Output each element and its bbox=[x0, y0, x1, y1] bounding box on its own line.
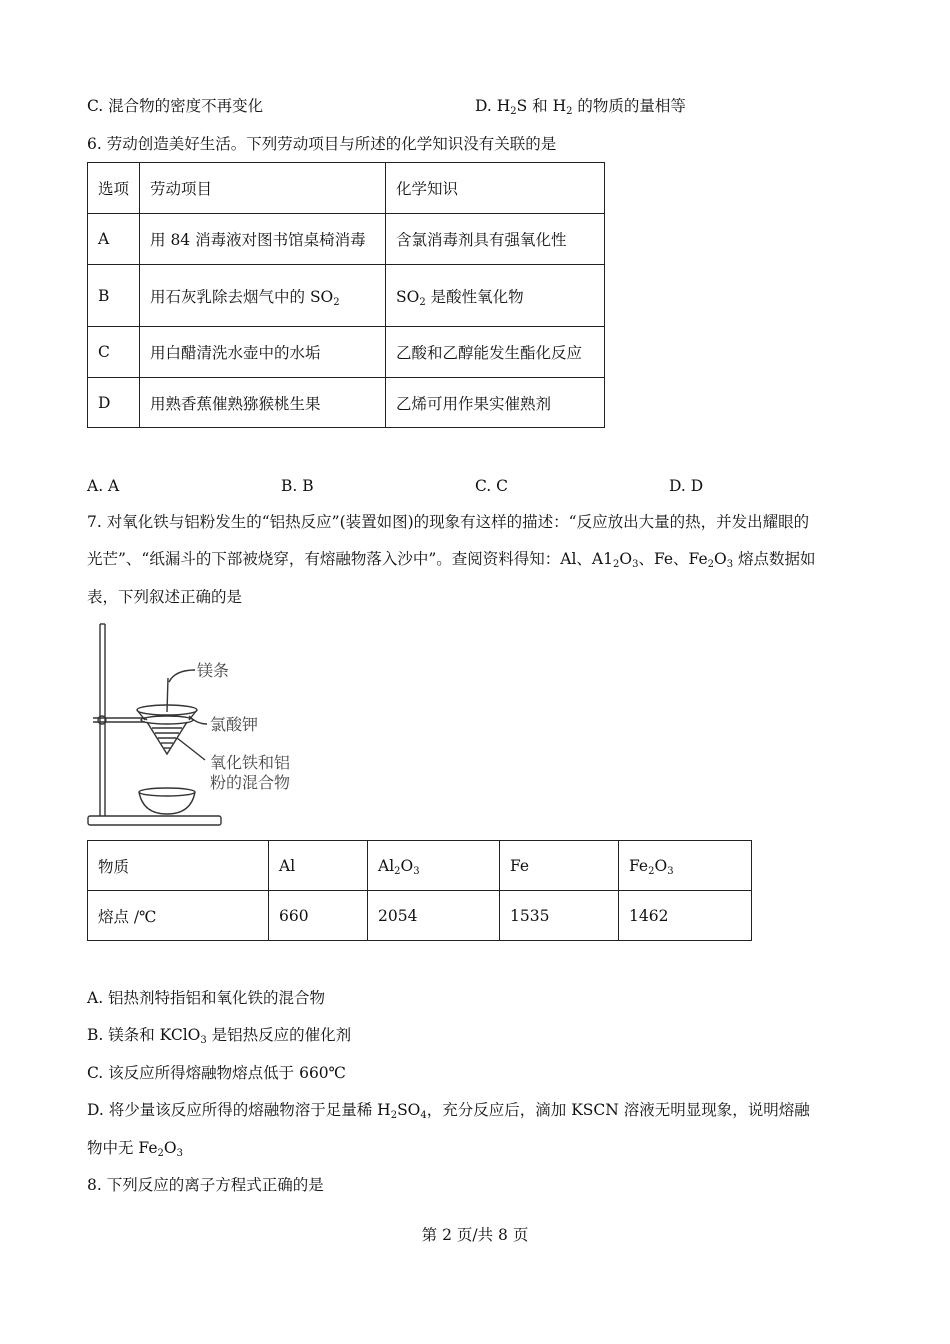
leader-mg bbox=[169, 670, 195, 682]
q6-option-b: B. B bbox=[281, 477, 314, 495]
q7-option-d-line1: D. 将少量该反应所得的熔融物溶于足量稀 $H_2SO_4$，充分反应后，滴加 KSCN 溶液无明显现象，说明熔融 bbox=[87, 1101, 810, 1121]
q6-table bbox=[87, 162, 605, 428]
table-cell: 用熟香蕉催熟猕猴桃生果 bbox=[140, 378, 386, 428]
table-cell: C bbox=[88, 327, 140, 378]
q5-option-c: C. 混合物的密度不再变化 bbox=[87, 97, 264, 115]
q7-option-c: C. 该反应所得熔融物熔点低于 660℃ bbox=[87, 1064, 347, 1082]
table-cell: 2054 bbox=[368, 891, 500, 941]
table-cell: B bbox=[88, 265, 140, 327]
table-header-cell: 选项 bbox=[88, 163, 140, 214]
table-cell: $Fe_2O_3$ bbox=[619, 841, 752, 891]
table-row bbox=[88, 378, 605, 428]
q7-option-b: B. 镁条和 KClO$_3$ 是铝热反应的催化剂 bbox=[87, 1026, 352, 1046]
table-cell: Fe bbox=[500, 841, 619, 891]
label-kclo3: 氯酸钾 bbox=[210, 715, 259, 734]
q7-stem-line1: 7. 对氧化铁与铝粉发生的“铝热反应”(装置如图)的现象有这样的描述：“反应放出大量的热，并发出耀眼的 bbox=[87, 513, 810, 531]
table-cell: 乙烯可用作果实催熟剂 bbox=[386, 378, 605, 428]
label-mixture-1: 氧化铁和铝 bbox=[210, 753, 291, 772]
table-cell: $Al_2O_3$ bbox=[368, 841, 500, 891]
table-header-cell: 化学知识 bbox=[386, 163, 605, 214]
q6-option-a: A. A bbox=[87, 477, 120, 495]
table-cell: 物质 bbox=[88, 841, 269, 891]
table-cell: 1462 bbox=[619, 891, 752, 941]
stand-base bbox=[88, 816, 221, 825]
table-row bbox=[88, 163, 605, 214]
table-cell: D bbox=[88, 378, 140, 428]
q5-option-d: D. $H_2S$ 和 $H_2$ 的物质的量相等 bbox=[475, 97, 686, 117]
label-mixture-2: 粉的混合物 bbox=[210, 773, 291, 792]
table-cell: A bbox=[88, 214, 140, 265]
q8-stem: 8. 下列反应的离子方程式正确的是 bbox=[87, 1176, 324, 1194]
q6-option-c: C. C bbox=[475, 477, 509, 495]
table-cell: 含氯消毒剂具有强氧化性 bbox=[386, 214, 605, 265]
evaporating-dish-rim bbox=[139, 788, 195, 796]
table-cell: 乙酸和乙醇能发生酯化反应 bbox=[386, 327, 605, 378]
table-row bbox=[88, 327, 605, 378]
thermite-apparatus-figure bbox=[85, 620, 315, 832]
table-header-cell: 劳动项目 bbox=[140, 163, 386, 214]
table-cell: 熔点 /℃ bbox=[88, 891, 269, 941]
q6-stem: 6. 劳动创造美好生活。下列劳动项目与所述的化学知识没有关联的是 bbox=[87, 135, 557, 153]
table-row bbox=[88, 214, 605, 265]
q7-table bbox=[87, 840, 752, 941]
table-cell: 用石灰乳除去烟气中的 $SO_2$ bbox=[140, 265, 386, 327]
iron-ring bbox=[141, 716, 193, 724]
page-footer: 第 2 页/共 8 页 bbox=[421, 1226, 529, 1244]
q6-option-d: D. D bbox=[669, 477, 704, 495]
table-cell: Al bbox=[269, 841, 368, 891]
table-row bbox=[88, 265, 605, 327]
q7-option-a: A. 铝热剂特指铝和氧化铁的混合物 bbox=[87, 989, 326, 1007]
table-row bbox=[88, 891, 752, 941]
q7-option-d-line2: 物中无 $Fe_2O_3$ bbox=[87, 1139, 183, 1159]
q7-stem-line2: 光芒”、“纸漏斗的下部被烧穿，有熔融物落入沙中”。查阅资料得知：Al、$A1_2O_3$、Fe、$Fe_2O_3$ 熔点数据如 bbox=[87, 550, 816, 570]
table-cell: 用白醋清洗水壶中的水垢 bbox=[140, 327, 386, 378]
table-cell: 1535 bbox=[500, 891, 619, 941]
q7-stem-line3: 表，下列叙述正确的是 bbox=[87, 588, 243, 606]
table-cell: 用 84 消毒液对图书馆桌椅消毒 bbox=[140, 214, 386, 265]
table-cell: $SO_2$ 是酸性氧化物 bbox=[386, 265, 605, 327]
table-row bbox=[88, 841, 752, 891]
magnesium-strip bbox=[167, 678, 168, 712]
table-cell: 660 bbox=[269, 891, 368, 941]
label-mg-strip: 镁条 bbox=[197, 661, 230, 680]
leader-mixture bbox=[177, 738, 205, 760]
